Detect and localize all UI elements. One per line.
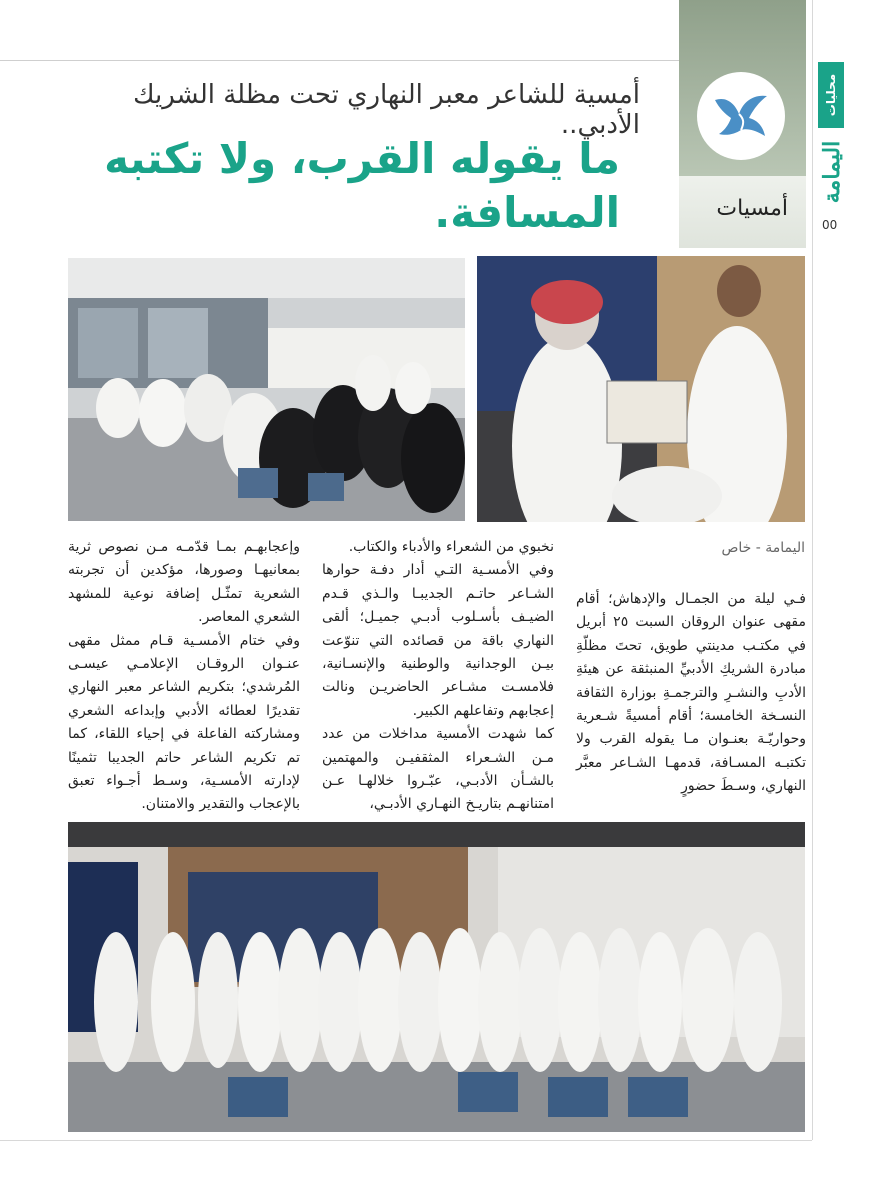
paragraph: وفي ختام الأمسـية قـام ممثل مقهى عنـوان الروقـان الإعلامـي عيسـى المُرشدي؛ بتكريم الشاعر معبر النهاري تقديرًا لعطائه الأدبي وإبداعه الشعري ومشاركته الفاعلة في إحياء اللقاء، كما تم تكريم الشاعر حاتم الجديبا تثمينًا لإدارته الأمسـية، وسـط أجـواء تعبق بالإعجاب والتقدير والامتنان. <box>68 632 300 813</box>
page-number: 00 <box>822 218 838 232</box>
category-label: أمسيات <box>716 196 788 221</box>
article-kicker: أمسية للشاعر معبر النهاري تحت مظلة الشريك الأدبي.. <box>133 80 640 140</box>
section-tab: محليات <box>818 62 844 128</box>
paragraph: فـي ليلة من الجمـال والإدهاش؛ أقام مقهى عنوان الروقان السبت ٢٥ أبريل في مكتـب مدينتي طويق، تحتَ مظلّةِ مبادرة الشريكِ الأدبيِّ المنبثقة عن هيئةِ الأدبِ والنشـرِ والترجمـةِ بوزارة الثقافة النسـخة الخامسة؛ أقام أمسيةً شـعرية وحواريّـة بعنـوان مـا يقوله القرب ولا تكتبـه المسـافة، قدمهـا الشـاعر معبَّر النهاري، وسـطَ حضورٍ <box>576 591 807 795</box>
magazine-logo: اليمامة <box>819 140 845 204</box>
paragraph: وإعجابهـم بمـا قدّمـه مـن نصوص ثرية بمعانيهـا وصورها، مؤكدين أن تجربته الشعرية تمثّـل إضافة نوعية للمشهد الشعري المعاصر. <box>68 539 300 626</box>
honoring-photo <box>477 256 805 522</box>
dove-icon <box>697 72 785 160</box>
paragraph: كما شهدت الأمسية مداخلات من عدد مـن الشـعراء المثقفيـن والمهتمين بالشـأن الأدبـي، عبّـروا خلالهـا عـن امتنانهـم بتاريـخ النهـاري الأدبـي، <box>322 726 554 813</box>
group-photo <box>68 822 805 1132</box>
footer-rule <box>0 1140 812 1141</box>
byline: اليمامة - خاص <box>721 540 805 556</box>
audience-photo <box>68 258 465 521</box>
category-box <box>679 0 806 248</box>
article-column-2 <box>322 536 554 817</box>
paragraph: نخبوي من الشعراء والأدباء والكتاب. <box>348 539 554 555</box>
article-headline: ما يقوله القرب، ولا تكتبه المسافة. <box>104 134 620 237</box>
margin-divider <box>812 0 813 1140</box>
paragraph: وفي الأمسـية التـي أدار دفـة حوارها الشـاعر حاتـم الجديبـا والـذي قـدم الضيـف بأسـلوب أدبـي جميـل؛ ألقى النهاري باقة من قصائده التي تنوّعت بيـن الوجدانية والوطنية والإنسـانية، فلامسـت مشـاعر الحاضريـن ونالت إعجابهم وتفاعلهم الكبير. <box>322 562 554 719</box>
header-rule <box>0 60 679 61</box>
article-column-3 <box>68 536 300 817</box>
article-column-1 <box>576 588 806 799</box>
